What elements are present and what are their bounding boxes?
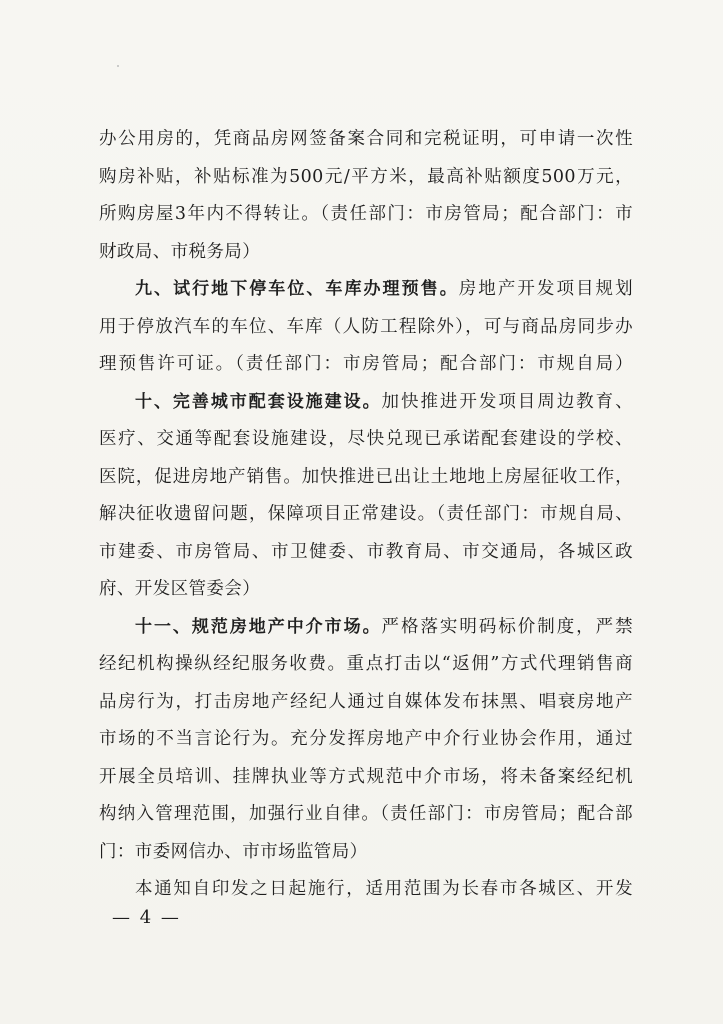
line-text: 加快推进开发项目周边教育、 (381, 391, 633, 412)
line-text: 房地产开发项目规划 (458, 279, 633, 299)
line-text: 医院，促进房地产销售。加快推进已出让土地地上房屋征收工作， (99, 466, 633, 487)
text-line (99, 196, 633, 234)
text-line (99, 721, 633, 759)
text-line (99, 309, 633, 347)
line-text: 购房补贴，补贴标准为500元/平方米，最高补贴额度500万元， (99, 166, 633, 187)
text-line (99, 421, 633, 459)
line-text: 办公用房的，凭商品房网签备案合同和完税证明，可申请一次性 (99, 129, 633, 149)
text-line (99, 871, 633, 909)
text-line (99, 834, 633, 872)
line-text: 市场的不当言论行为。充分发挥房地产中介行业协会作用，通过 (99, 729, 633, 749)
line-text: 市建委、市房管局、市卫健委、市教育局、市交通局，各城区政 (99, 541, 633, 562)
section-heading: 十、完善城市配套设施建设。 (135, 391, 382, 412)
page-number: — 4 — (112, 907, 181, 928)
line-text: 构纳入管理范围，加强行业自律。（责任部门：市房管局；配合部 (99, 804, 633, 824)
text-line (99, 271, 633, 309)
line-text: 开展全员培训、挂牌执业等方式规范中介市场，将未备案经纪机 (99, 766, 633, 787)
line-text: 财政局、市税务局） (99, 241, 261, 262)
text-line (99, 234, 633, 272)
line-text: 经纪机构操纵经纪服务收费。重点打击以“返佣”方式代理销售商 (99, 654, 633, 674)
text-line (99, 534, 633, 572)
text-line (99, 121, 633, 159)
line-text: 理预售许可证。（责任部门：市房管局；配合部门：市规自局） (99, 354, 633, 374)
line-text: 所购房屋3年内不得转让。（责任部门：市房管局；配合部门：市 (99, 204, 633, 224)
line-text: 严格落实明码标价制度，严禁 (381, 616, 633, 637)
text-line (99, 646, 633, 684)
line-text: 医疗、交通等配套设施建设，尽快兑现已承诺配套建设的学校、 (99, 429, 633, 449)
section-heading: 十一、规范房地产中介市场。 (135, 616, 382, 637)
text-line (99, 159, 633, 197)
text-line (99, 571, 633, 609)
text-line (99, 496, 633, 534)
text-line (99, 796, 633, 834)
text-line (99, 609, 633, 647)
text-line (99, 346, 633, 384)
line-text: 本通知自印发之日起施行，适用范围为长春市各城区、开发 (135, 879, 633, 899)
text-line (99, 759, 633, 797)
line-text: 解决征收遗留问题，保障项目正常建设。（责任部门：市规自局、 (99, 504, 633, 524)
line-text: 府、开发区管委会） (99, 579, 261, 599)
document-body (99, 121, 633, 909)
line-text: 门：市委网信办、市市场监管局） (99, 841, 368, 862)
section-heading: 九、试行地下停车位、车库办理预售。 (135, 279, 459, 299)
text-line (99, 384, 633, 422)
line-text: 用于停放汽车的车位、车库（人防工程除外），可与商品房同步办 (99, 316, 633, 337)
line-text: 品房行为，打击房地产经纪人通过自媒体发布抹黑、唱衰房地产 (99, 691, 633, 712)
scan-speck (117, 65, 119, 67)
text-line (99, 684, 633, 722)
text-line (99, 459, 633, 497)
